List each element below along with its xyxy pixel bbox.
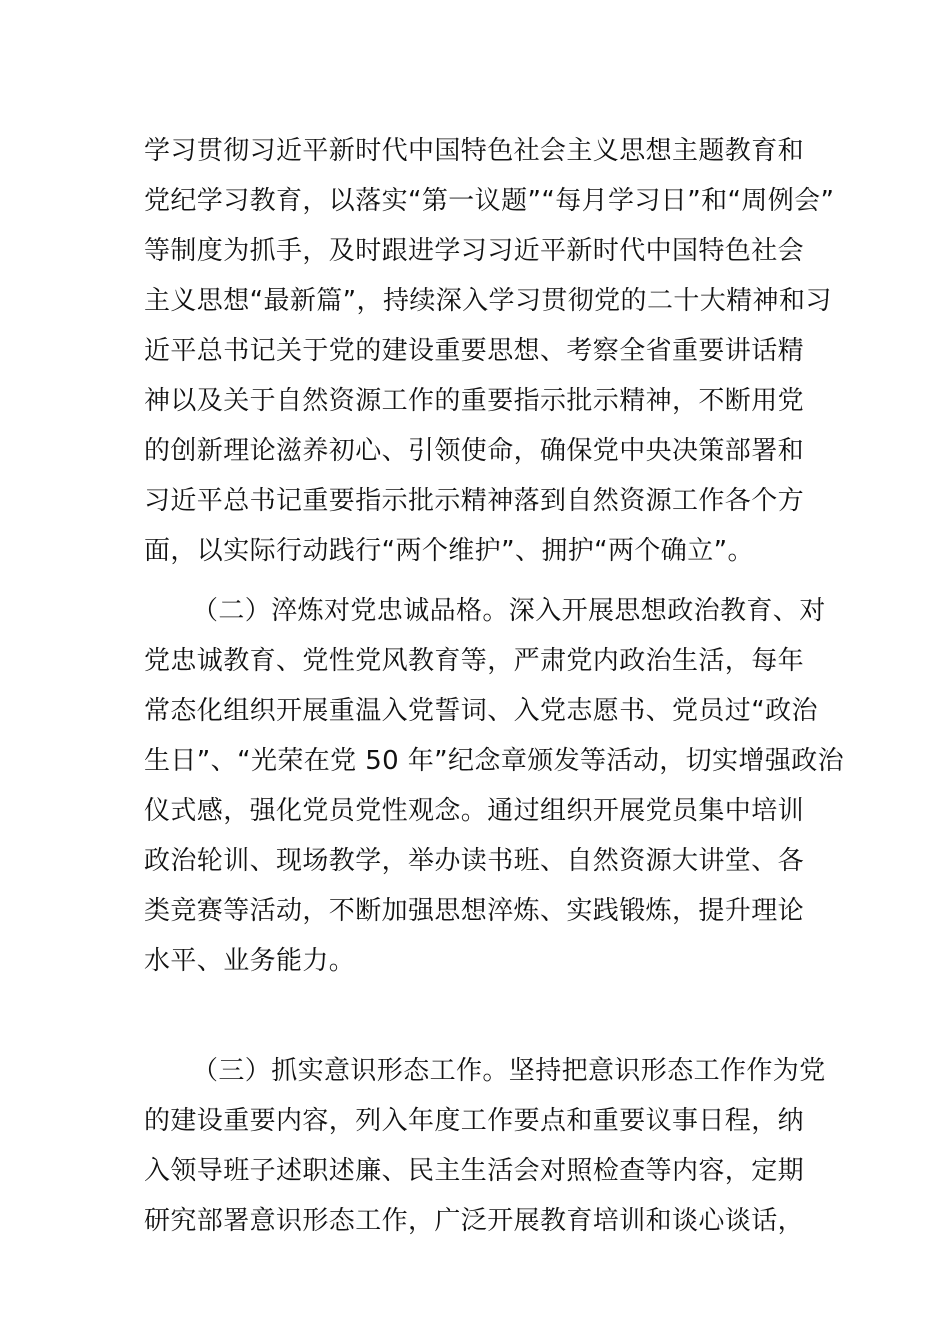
paragraph-line: 研究部署意识形态工作，广泛开展教育培训和谈心谈话， [144,1206,805,1236]
paragraph-line: 习近平总书记重要指示批示精神落到自然资源工作各个方 [144,486,805,516]
paragraph-line: 仪式感，强化党员党性观念。通过组织开展党员集中培训 [144,796,805,826]
paragraph-3 [144,1046,826,1246]
paragraph-line: 入领导班子述职述廉、民主生活会对照检查等内容，定期 [144,1156,805,1186]
paragraph-line: 主义思想“最新篇”，持续深入学习贯彻党的二十大精神和习 [144,286,832,316]
paragraph-line: 水平、业务能力。 [144,946,356,976]
paragraph-line: 等制度为抓手，及时跟进学习习近平新时代中国特色社会 [144,236,805,266]
paragraph-line: 神以及关于自然资源工作的重要指示批示精神，不断用党 [144,386,805,416]
paragraph-line: 的创新理论滋养初心、引领使命，确保党中央决策部署和 [144,436,805,466]
paragraph-line: 类竞赛等活动，不断加强思想淬炼、实践锻炼，提升理论 [144,896,805,926]
paragraph-line: 生日”、“光荣在党 50 年”纪念章颁发等活动，切实增强政治 [144,746,845,776]
paragraph-1 [144,126,835,576]
paragraph-line: 政治轮训、现场教学，举办读书班、自然资源大讲堂、各 [144,846,805,876]
paragraph-line: 常态化组织开展重温入党誓词、入党志愿书、党员过“政治 [144,696,818,726]
paragraph-line: （二）淬炼对党忠诚品格。深入开展思想政治教育、对 [192,596,826,626]
paragraph-line: 面，以实际行动践行“两个维护”、拥护“两个确立”。 [144,536,754,566]
paragraph-line: 党纪学习教育，以落实“第一议题”“每月学习日”和“周例会” [144,186,835,216]
paragraph-2 [144,586,845,986]
paragraph-line: 党忠诚教育、党性党风教育等，严肃党内政治生活，每年 [144,646,805,676]
paragraph-line: 学习贯彻习近平新时代中国特色社会主义思想主题教育和 [144,136,805,166]
paragraph-line: （三）抓实意识形态工作。坚持把意识形态工作作为党 [192,1056,826,1086]
paragraph-line: 的建设重要内容，列入年度工作要点和重要议事日程，纳 [144,1106,805,1136]
paragraph-line: 近平总书记关于党的建设重要思想、考察全省重要讲话精 [144,336,805,366]
